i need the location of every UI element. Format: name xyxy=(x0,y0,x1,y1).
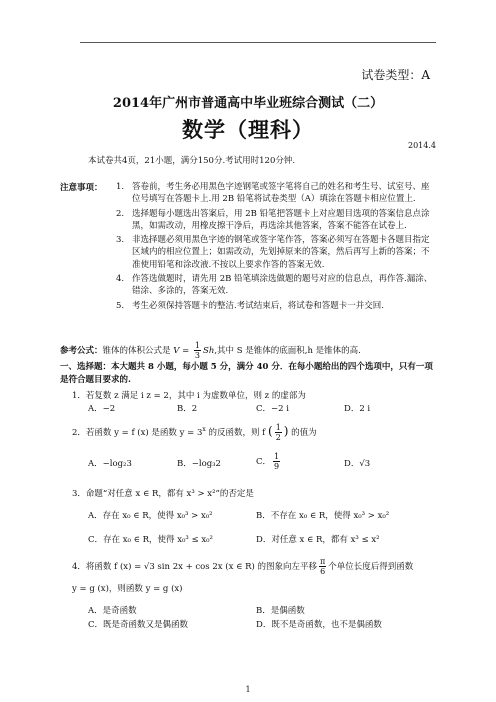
fraction-numerator: 1 xyxy=(275,423,281,432)
fraction-denominator: 2 xyxy=(275,433,281,442)
q1-option-c: C．−2 i xyxy=(256,404,289,414)
q3-option-d: D．对任意 x ∈ R，都有 x³ ≤ x² xyxy=(256,535,380,545)
q2-option-c-fraction xyxy=(273,452,280,471)
q4-option-d: D．既不是奇函数，也不是偶函数 xyxy=(256,620,382,630)
reference-formula xyxy=(60,341,361,360)
q3-option-a: A．存在 x₀ ∈ R，使得 x₀³ > x₀² xyxy=(88,511,213,521)
q4-stem-b: 个单位长度后得到函数 xyxy=(328,562,414,572)
notice-item-number: 4. xyxy=(116,274,125,285)
q2-stem-b: 的反函数，则 f xyxy=(205,428,266,438)
notice-item xyxy=(116,300,434,312)
q4-stem-a: 4．将函数 f (x) = √3 sin 2x + cos 2x (x ∈ R) 的图象向左平移 xyxy=(72,562,317,572)
question-3-stem: 3．命题“对任意 x ∈ R，都有 x³ > x²”的否定是 xyxy=(72,489,254,499)
q2-fraction xyxy=(275,423,282,442)
fraction-numerator: π xyxy=(320,557,326,566)
exam-title: 2014年广州市普通高中毕业班综合测试（二） xyxy=(112,96,384,111)
exam-date: 2014.4 xyxy=(408,141,436,150)
page-number: 1 xyxy=(245,685,251,694)
question-2-stem: 2．若函数 y = f (x) 是函数 $y = 3^x$ 的反函数，则 f ( $\frac{1}{2}$ ) 的值为 xyxy=(72,423,317,442)
notice-item-number: 1. xyxy=(116,182,125,192)
q2-stem-a: 2．若函数 y = f (x) 是函数 y = 3 xyxy=(72,428,203,438)
formula-expr: Sh xyxy=(203,346,215,356)
q2-stem-c: 的值为 xyxy=(288,428,317,438)
q4-option-b: B．是偶函数 xyxy=(256,606,305,616)
notice-item-number: 2. xyxy=(116,208,125,219)
notice-item xyxy=(116,208,434,233)
q4-option-c: C．既是奇函数又是偶函数 xyxy=(88,620,189,630)
q3-option-b: B．不存在 x₀ ∈ R，使得 x₀³ > x₀² xyxy=(256,511,390,521)
fraction-denominator: 3 xyxy=(194,351,200,360)
notice-label: 注意事项： xyxy=(60,183,103,193)
formula-var-v: V xyxy=(173,346,180,356)
q2-option-d: D．√3 xyxy=(344,459,371,469)
subject-title: 数学（理科） xyxy=(182,117,314,142)
formula-label: 参考公式： xyxy=(60,346,103,356)
q2-option-c xyxy=(256,452,282,471)
question-1-stem: 1．若复数 z 满足 i z = 2，其中 i 为虚数单位，则 z 的虚部为 xyxy=(72,391,306,401)
fraction-denominator: 6 xyxy=(320,567,326,576)
formula-pre: 锥体的体积公式是 xyxy=(102,346,171,356)
q2-option-b: B．−log₃2 xyxy=(177,459,221,469)
notice-item-text: 作答选做题时，请先用 2B 铅笔填涂选做题的题号对应的信息点，再作答.漏涂、错涂、多涂的，答案无效. xyxy=(132,274,433,297)
notice-item xyxy=(116,234,434,271)
q1-option-d: D．2 i xyxy=(344,404,371,414)
q2-stem-sup: x xyxy=(202,426,206,434)
question-4-stem-line2: y = g (x)，则函数 y = g (x) xyxy=(72,584,183,594)
q3-option-c: C．存在 x₀ ∈ R，使得 x₀³ ≤ x₀² xyxy=(88,535,213,545)
question-4-stem xyxy=(72,557,413,576)
paper-type: 试卷类型：A xyxy=(361,68,430,82)
notice-item-text: 考生必须保持答题卡的整洁.考试结束后，将试卷和答题卡一并交回. xyxy=(132,300,384,311)
q1-option-b: B．2 xyxy=(177,404,198,414)
section-heading: 一、选择题：本大题共 8 小题，每小题 5 分，满分 40 分．在每小题给出的四个选项中，只有一项是符合题目要求的. xyxy=(60,362,433,385)
formula-fraction xyxy=(194,341,201,360)
q4-option-a: A．是奇函数 xyxy=(88,606,137,616)
formula-eq: = xyxy=(182,346,190,356)
q2-option-a: A．−log₂3 xyxy=(88,459,132,469)
notice-item-number: 5. xyxy=(116,300,125,311)
q2-option-c-label: C． xyxy=(256,457,272,467)
fraction-denominator: 9 xyxy=(274,462,280,471)
fraction-numerator: 1 xyxy=(194,341,200,350)
q4-fraction xyxy=(319,557,326,576)
notice-item-text: 答卷前，考生务必用黑色字迹钢笔或签字笔将自己的姓名和考生号、试室号、座位号填写在答题卡上.用 2B 铅笔将试卷类型（A）填涂在答题卡相应位置上. xyxy=(132,182,430,205)
q1-option-a: A．−2 xyxy=(88,404,116,414)
notice-item xyxy=(116,181,434,206)
notice-item-text: 非选择题必须用黑色字迹的钢笔或签字笔作答，答案必须写在答题卡各题目指定区域内的相应位置上；如需改动，先划掉原来的答案，然后再写上新的答案；不准使用铅笔和涂改液.不按以上要求作答的答案无效. xyxy=(132,235,430,270)
notice-item-text: 选择题每小题选出答案后，用 2B 铅笔把答题卡上对应题目选项的答案信息点涂黑，如需改动，用橡皮擦干净后，再选涂其他答案，答案不能答在试卷上. xyxy=(132,208,430,231)
notice-item xyxy=(116,273,434,298)
fraction-numerator: 1 xyxy=(274,452,280,461)
exam-intro: 本试卷共4页，21小题，满分150分.考试用时120分钟. xyxy=(88,156,296,166)
notice-list xyxy=(116,181,434,314)
notice-item-number: 3. xyxy=(116,235,125,246)
header-rule xyxy=(80,42,436,43)
formula-post: ,其中 S 是锥体的底面积,h 是锥体的高. xyxy=(214,346,361,356)
